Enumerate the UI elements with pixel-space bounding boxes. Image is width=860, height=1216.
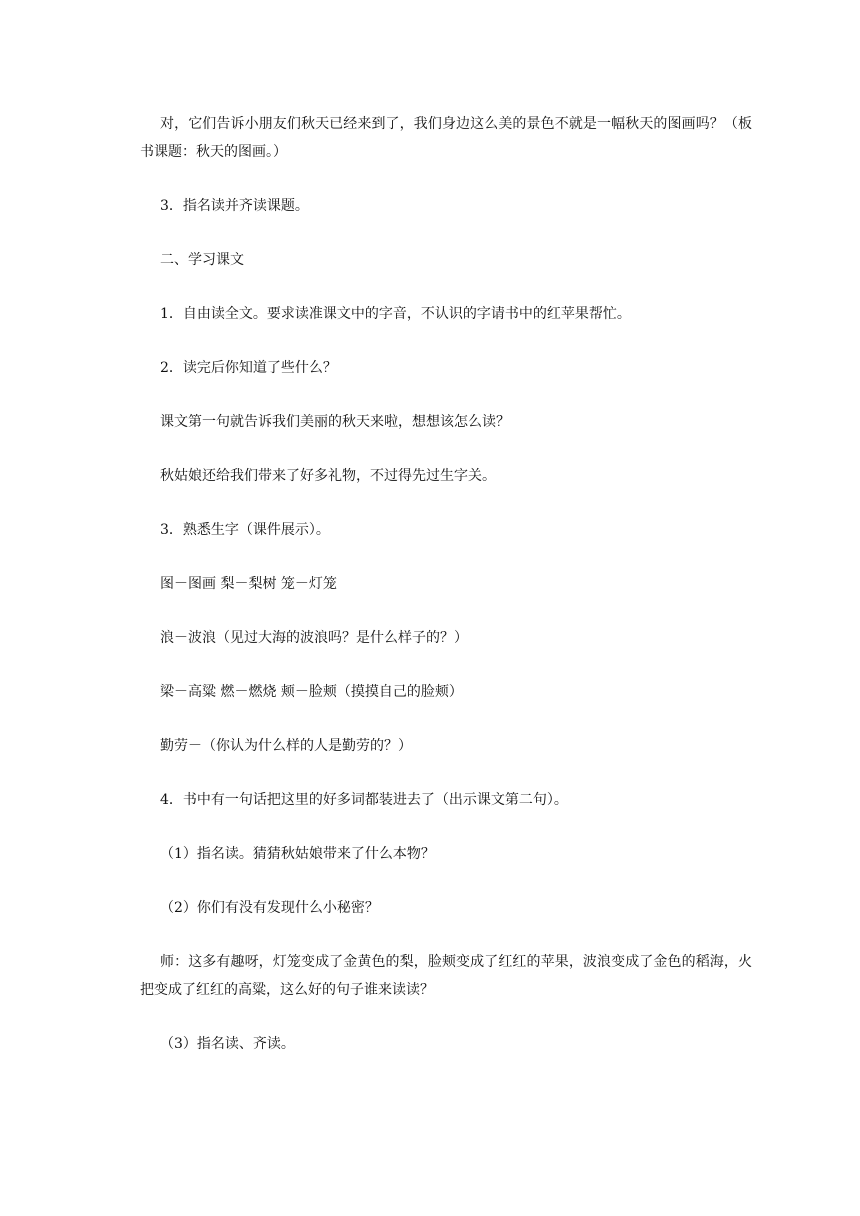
- paragraph: 3．熟悉生字（课件展示）。: [160, 522, 330, 538]
- section-heading: 二、学习课文: [160, 252, 244, 268]
- paragraph: 对，它们告诉小朋友们秋天已经来到了，我们身边这么美的景色不就是一幅秋天的图画吗？（板书课题：秋天的图画。）: [140, 116, 752, 160]
- paragraph: 浪－波浪（见过大海的波浪吗？是什么样子的？）: [160, 630, 468, 646]
- paragraph: 课文第一句就告诉我们美丽的秋天来啦，想想该怎么读？: [160, 414, 510, 430]
- paragraph: 勤劳－（你认为什么样的人是勤劳的？）: [160, 738, 412, 754]
- paragraph: 1．自由读全文。要求读准课文中的字音，不认识的字请书中的红苹果帮忙。: [160, 306, 631, 322]
- paragraph: （3）指名读、齐读。: [160, 1036, 295, 1052]
- paragraph: 师：这多有趣呀，灯笼变成了金黄色的梨，脸颊变成了红红的苹果，波浪变成了金色的稻海，火把变成了红红的高粱，这么好的句子谁来读读？: [140, 954, 752, 998]
- paragraph: 3．指名读并齐读课题。: [160, 198, 309, 214]
- paragraph: 梁－高粱 燃－燃烧 颊－脸颊（摸摸自己的脸颊）: [160, 684, 463, 700]
- paragraph: 图－图画 梨－梨树 笼－灯笼: [160, 576, 337, 592]
- paragraph: 4．书中有一句话把这里的好多词都装进去了（出示课文第二句）。: [160, 792, 568, 808]
- paragraph: 2．读完后你知道了些什么？: [160, 360, 337, 376]
- document-body: [140, 110, 752, 1084]
- paragraph: （1）指名读。猜猜秋姑娘带来了什么本物？: [160, 846, 435, 862]
- paragraph: （2）你们有没有发现什么小秘密？: [160, 900, 379, 916]
- paragraph: 秋姑娘还给我们带来了好多礼物，不过得先过生字关。: [160, 468, 496, 484]
